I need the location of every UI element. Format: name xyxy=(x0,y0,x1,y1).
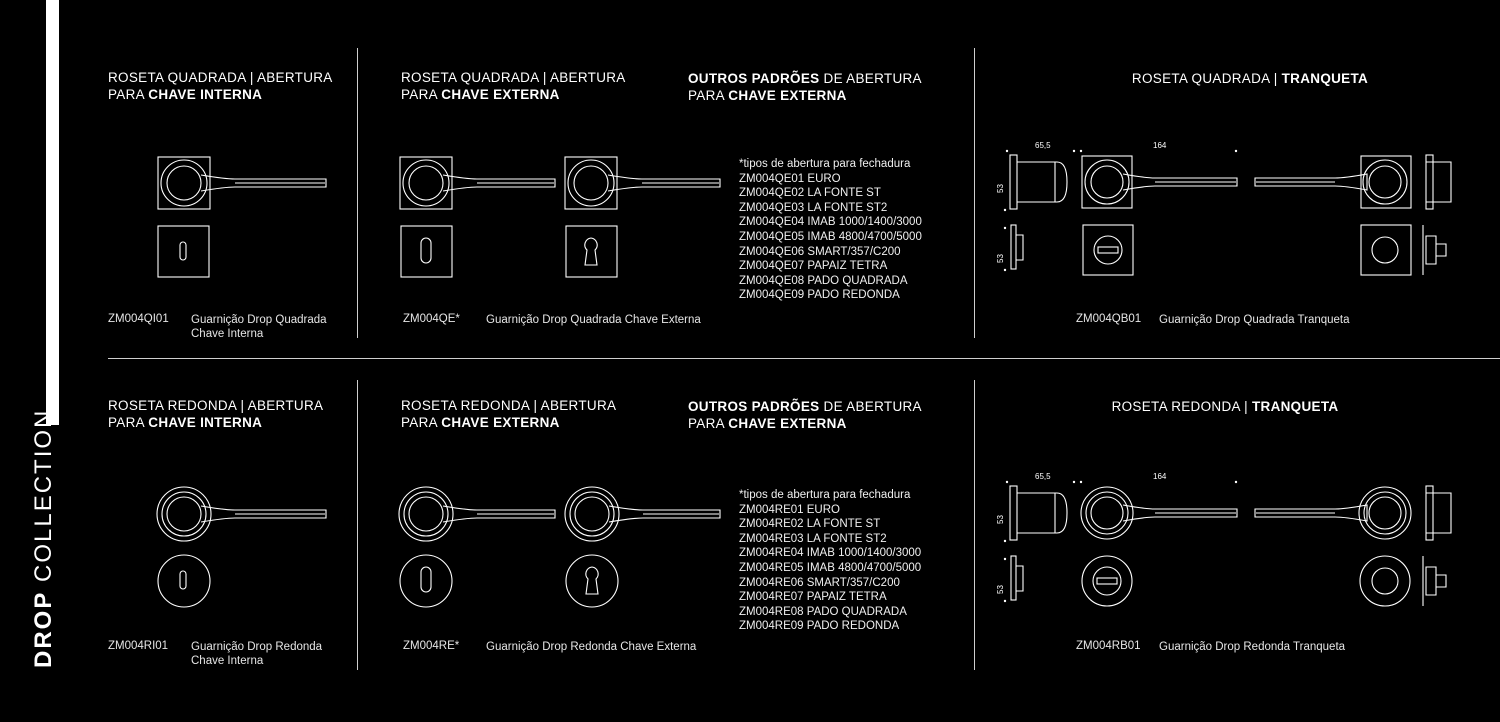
q4-title xyxy=(1000,70,1500,87)
q4-code: ZM004QB01 xyxy=(1076,313,1142,325)
r4-dim-a: 65,5 xyxy=(1035,472,1051,481)
r4-code: ZM004RB01 xyxy=(1076,640,1141,652)
list-item: ZM004RE03 LA FONTE ST2 xyxy=(739,532,887,545)
r2-code: ZM004RE* xyxy=(403,640,460,652)
q4-dim-d: 53 xyxy=(996,254,1005,263)
list-item: ZM004QE02 LA FONTE ST xyxy=(739,187,881,200)
r3-title-line1 xyxy=(688,398,922,415)
q2-title-line2 xyxy=(401,86,626,103)
q1-desc-line2: Chave Interna xyxy=(191,328,264,340)
r4-title-pre: ROSETA REDONDA | xyxy=(1111,399,1252,414)
side-accent-bar xyxy=(46,0,59,425)
list-item: ZM004RE09 PADO REDONDA xyxy=(739,620,900,633)
r2-title xyxy=(401,397,616,431)
r4-desc: Guarnição Drop Redonda Tranqueta xyxy=(1159,641,1346,653)
list-item: ZM004QE09 PADO REDONDA xyxy=(739,289,900,302)
handle-square-internal-drawing xyxy=(155,155,330,280)
q1-title-pre: PARA xyxy=(108,87,149,102)
q1-code: ZM004QI01 xyxy=(108,313,169,325)
list-item: ZM004QE07 PAPAIZ TETRA xyxy=(739,260,888,273)
q2-title xyxy=(401,69,626,103)
q4-dim-a: 65,5 xyxy=(1035,141,1051,150)
list-item: ZM004QE05 IMAB 4800/4700/5000 xyxy=(739,230,922,243)
divider xyxy=(974,48,975,338)
q2-title-pre: PARA xyxy=(401,87,442,102)
r1-title-line2 xyxy=(108,414,323,431)
r1-title-pre: PARA xyxy=(108,415,149,430)
q4-dim-b: 164 xyxy=(1153,141,1167,150)
q3-options-list xyxy=(739,157,922,303)
r2-desc: Guarnição Drop Redonda Chave Externa xyxy=(486,641,697,653)
q1-title-bold: CHAVE INTERNA xyxy=(148,87,263,102)
handle-round-tranqueta-drawing xyxy=(995,471,1465,611)
divider xyxy=(357,48,358,338)
list-item: ZM004RE08 PADO QUADRADA xyxy=(739,605,907,618)
list-item: ZM004QE08 PADO QUADRADA xyxy=(739,274,908,287)
q2-desc: Guarnição Drop Quadrada Chave Externa xyxy=(486,314,701,326)
list-item: ZM004RE04 IMAB 1000/1400/3000 xyxy=(739,547,922,560)
q4-title-pre: ROSETA QUADRADA | xyxy=(1131,71,1282,86)
q3-title-bold2: CHAVE EXTERNA xyxy=(728,88,847,103)
handle-square-tranqueta-drawing xyxy=(995,140,1465,280)
q1-title-line2 xyxy=(108,86,333,103)
list-item: ZM004RE07 PAPAIZ TETRA xyxy=(739,591,887,604)
list-item: ZM004RE02 LA FONTE ST xyxy=(739,518,881,531)
r3-title-bold2: CHAVE EXTERNA xyxy=(728,416,847,431)
r3-title-pre: PARA xyxy=(688,416,729,431)
list-item: ZM004RE05 IMAB 4800/4700/5000 xyxy=(739,561,922,574)
q3-title xyxy=(688,70,922,104)
list-item: ZM004RE01 EURO xyxy=(739,503,840,516)
q1-desc-line1: Guarnição Drop Quadrada xyxy=(191,314,327,326)
list-item: *tipos de abertura para fechadura xyxy=(739,158,911,170)
handle-square-external-drawing xyxy=(397,155,727,280)
r2-title-line1: ROSETA REDONDA | ABERTURA xyxy=(401,398,617,413)
r4-dim-d: 53 xyxy=(996,585,1005,594)
row-divider xyxy=(108,358,1500,359)
r1-desc-line1: Guarnição Drop Redonda xyxy=(191,641,323,653)
r3-title xyxy=(688,398,922,432)
r1-title-bold: CHAVE INTERNA xyxy=(148,415,263,430)
list-item: ZM004QE03 LA FONTE ST2 xyxy=(739,201,888,214)
r1-code: ZM004RI01 xyxy=(108,640,169,652)
list-item: *tipos de abertura para fechadura xyxy=(739,489,911,501)
q1-desc xyxy=(191,313,327,341)
r1-title-line1: ROSETA REDONDA | ABERTURA xyxy=(108,398,324,413)
q4-title-bold: TRANQUETA xyxy=(1281,71,1369,86)
r3-title-line2 xyxy=(688,415,922,432)
r2-title-bold: CHAVE EXTERNA xyxy=(441,415,560,430)
q3-title-line2 xyxy=(688,87,922,104)
q3-title-line1 xyxy=(688,70,922,87)
q2-title-line1: ROSETA QUADRADA | ABERTURA xyxy=(401,70,626,85)
q1-title xyxy=(108,69,333,103)
q4-dim-c: 53 xyxy=(996,184,1005,193)
r2-title-line2 xyxy=(401,414,616,431)
r3-title-bold1: OUTROS PADRÕES xyxy=(688,399,820,414)
r3-options-list xyxy=(739,488,921,634)
r1-desc xyxy=(191,640,322,668)
r1-desc-line2: Chave Interna xyxy=(191,655,264,667)
collection-title-bold: DROP xyxy=(30,590,57,668)
collection-title xyxy=(30,409,58,668)
divider xyxy=(357,380,358,670)
q4-desc: Guarnição Drop Quadrada Tranqueta xyxy=(1159,314,1350,326)
handle-round-external-drawing xyxy=(397,487,727,612)
q1-title-line1: ROSETA QUADRADA | ABERTURA xyxy=(108,70,333,85)
q3-title-bold1: OUTROS PADRÕES xyxy=(688,71,820,86)
list-item: ZM004QE01 EURO xyxy=(739,172,841,185)
r4-title xyxy=(975,398,1475,415)
r1-title xyxy=(108,397,323,431)
q3-title-pre: PARA xyxy=(688,88,729,103)
collection-title-rest: COLLECTION xyxy=(30,408,57,582)
q3-title-rest: DE ABERTURA xyxy=(819,71,922,86)
q2-code: ZM004QE* xyxy=(403,313,460,325)
r3-title-rest: DE ABERTURA xyxy=(819,399,922,414)
list-item: ZM004RE06 SMART/357/C200 xyxy=(739,576,900,589)
r4-dim-c: 53 xyxy=(996,515,1005,524)
divider xyxy=(974,380,975,670)
r4-dim-b: 164 xyxy=(1153,472,1167,481)
q2-title-bold: CHAVE EXTERNA xyxy=(441,87,560,102)
r2-title-pre: PARA xyxy=(401,415,442,430)
r4-title-bold: TRANQUETA xyxy=(1251,399,1339,414)
list-item: ZM004QE06 SMART/357/C200 xyxy=(739,245,901,258)
handle-round-internal-drawing xyxy=(155,487,330,612)
list-item: ZM004QE04 IMAB 1000/1400/3000 xyxy=(739,216,922,229)
